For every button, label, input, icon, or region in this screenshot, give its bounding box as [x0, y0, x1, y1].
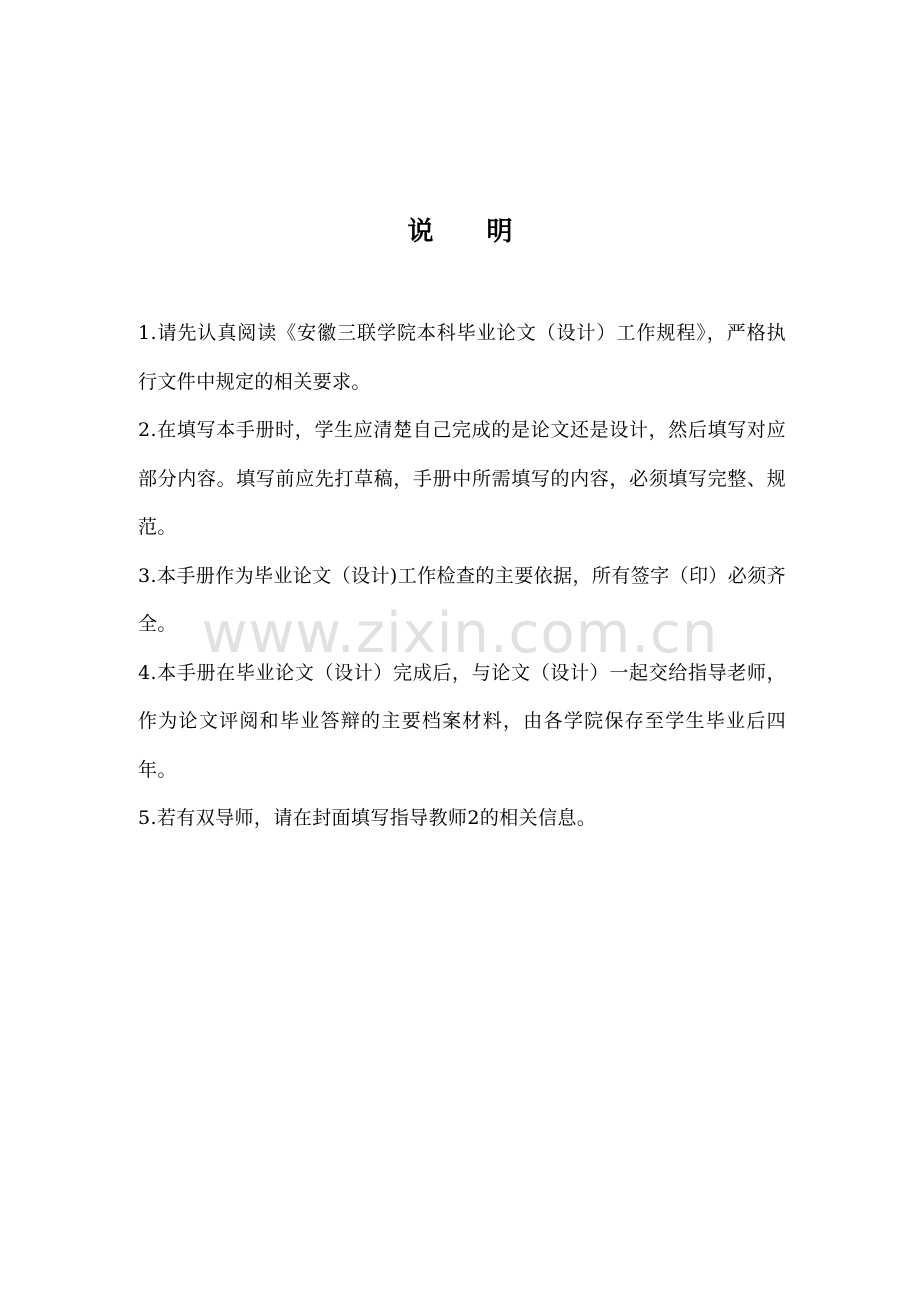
instruction-paragraph-2: 2.在填写本手册时，学生应清楚自己完成的是论文还是设计，然后填写对应部分内容。填写前应先打草稿，手册中所需填写的内容，必须填写完整、规范。 — [138, 419, 786, 538]
watermark: www.zixin.com.cn — [201, 601, 719, 666]
instruction-paragraph-3: 3.本手册作为毕业论文（设计)工作检查的主要依据，所有签字（印）必须齐全。 — [138, 564, 786, 635]
instruction-paragraph-1: 1.请先认真阅读《安徽三联学院本科毕业论文（设计）工作规程》，严格执行文件中规定的相关要求。 — [138, 322, 786, 393]
instruction-paragraph-4: 4.本手册在毕业论文（设计）完成后，与论文（设计）一起交给指导老师，作为论文评阅和毕业答辩的主要档案材料，由各学院保存至学生毕业后四年。 — [138, 661, 786, 781]
instructions-body — [138, 309, 786, 843]
instruction-paragraph-5: 5.若有双导师，请在封面填写指导教师2的相关信息。 — [138, 807, 597, 829]
page-title: 说 明 — [407, 217, 535, 247]
